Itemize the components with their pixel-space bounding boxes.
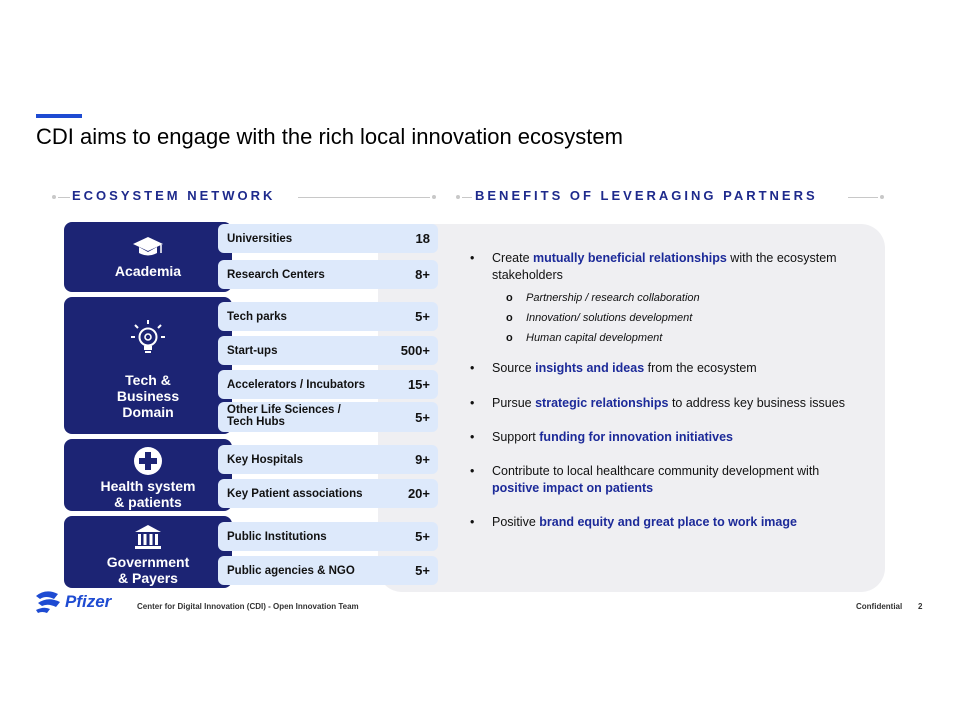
- benefit-text: from the ecosystem: [644, 361, 757, 375]
- group-academia: [64, 222, 232, 292]
- item-label: Key Patient associations: [227, 487, 363, 500]
- divider-line: [298, 197, 430, 198]
- divider-line: [58, 197, 70, 198]
- benefits-header: BENEFITS OF LEVERAGING PARTNERS: [475, 188, 818, 203]
- item-count: 8+: [415, 267, 430, 282]
- bullet-marker: •: [470, 464, 475, 478]
- benefit-text: Source: [492, 361, 536, 375]
- item-label: Public agencies & NGO: [227, 564, 355, 577]
- item-public-institutions: [218, 522, 438, 551]
- benefit-highlight: insights and ideas: [535, 361, 645, 375]
- medical-cross-icon: [64, 446, 232, 476]
- item-key-patient-associations: [218, 479, 438, 508]
- item-label: Accelerators / Incubators: [227, 378, 366, 391]
- benefit-text: Support: [492, 430, 540, 444]
- page-title: CDI aims to engage with the rich local innovation ecosystem: [36, 124, 623, 149]
- subitem-text: Partnership / research collaboration: [526, 292, 700, 304]
- item-count: 5+: [415, 309, 430, 324]
- group-label-line: Health system: [100, 478, 196, 494]
- benefit-text: Create: [492, 251, 533, 265]
- subitem-text: Human capital development: [526, 332, 663, 344]
- page-number: 2: [918, 602, 923, 611]
- item-label-line: Tech Hubs: [227, 416, 285, 428]
- sub-marker: o: [506, 312, 513, 324]
- benefit-text: Positive: [492, 515, 540, 529]
- group-health-system: [64, 439, 232, 511]
- item-label-line: Other Life Sciences /: [227, 404, 341, 416]
- item-label: Universities: [227, 232, 293, 245]
- sub-marker: o: [506, 332, 513, 344]
- benefit-item: [470, 514, 865, 531]
- group-label: [64, 478, 232, 510]
- item-public-agencies: [218, 556, 438, 585]
- pfizer-logo-mark: [34, 590, 62, 614]
- group-label: [64, 554, 232, 586]
- divider-dot: [456, 195, 460, 199]
- benefit-highlight: mutually beneficial relationships: [533, 251, 727, 265]
- group-label-line: Domain: [122, 404, 174, 420]
- divider-line: [462, 197, 472, 198]
- item-label: [227, 402, 341, 432]
- divider-dot: [880, 195, 884, 199]
- benefit-text: Pursue: [492, 396, 536, 410]
- benefit-item: [470, 429, 865, 446]
- item-count: 5+: [415, 563, 430, 578]
- divider-line: [848, 197, 878, 198]
- item-start-ups: [218, 336, 438, 365]
- benefit-subitem: [470, 311, 865, 325]
- benefits-list: [470, 250, 865, 531]
- footer-confidential: Confidential: [856, 602, 903, 611]
- divider-dot: [432, 195, 436, 199]
- divider-dot: [52, 195, 56, 199]
- item-count: 500+: [400, 343, 430, 358]
- group-government: [64, 516, 232, 588]
- group-label-line: & Payers: [118, 570, 178, 586]
- benefit-text: to address key business issues: [668, 396, 845, 410]
- benefit-highlight: brand equity and great place to work image: [539, 515, 797, 529]
- benefit-subitem: [470, 331, 865, 345]
- group-label-line: Tech &: [125, 372, 171, 388]
- item-label: Research Centers: [227, 268, 325, 281]
- item-count: 15+: [407, 377, 430, 392]
- benefit-highlight: strategic relationships: [535, 396, 669, 410]
- bullet-marker: •: [470, 396, 475, 410]
- title-accent-bar: [36, 114, 82, 118]
- sub-marker: o: [506, 292, 513, 304]
- benefit-highlight: funding for innovation initiatives: [539, 430, 734, 444]
- bullet-marker: •: [470, 515, 475, 529]
- item-label: Tech parks: [227, 310, 287, 323]
- item-label: Public Institutions: [227, 530, 327, 543]
- item-count: 5+: [415, 529, 430, 544]
- group-label: [64, 372, 232, 420]
- graduation-cap-icon: [64, 236, 232, 258]
- benefit-item: [470, 395, 865, 412]
- bullet-marker: •: [470, 430, 475, 444]
- benefit-item: [470, 360, 865, 377]
- item-count: 18: [415, 231, 430, 246]
- group-tech-business: [64, 297, 232, 434]
- item-universities: [218, 224, 438, 253]
- benefit-text: with the ecosystem stakeholders: [492, 251, 837, 282]
- group-label: Academia: [114, 263, 182, 279]
- item-accelerators: [218, 370, 438, 399]
- item-count: 20+: [407, 486, 430, 501]
- item-count: 5+: [415, 409, 430, 425]
- group-label-line: Business: [116, 388, 180, 404]
- pfizer-logo-text: Pfizer: [65, 592, 112, 611]
- bullet-marker: •: [470, 361, 475, 375]
- benefit-highlight: positive impact on patients: [492, 481, 654, 495]
- benefit-text: Contribute to local healthcare community development with: [492, 464, 820, 478]
- group-label-line: & patients: [114, 494, 182, 510]
- benefit-item: [470, 250, 865, 284]
- item-tech-parks: [218, 302, 438, 331]
- subitem-text: Innovation/ solutions development: [526, 312, 693, 324]
- group-label-line: Government: [106, 554, 190, 570]
- lightbulb-icon: [64, 319, 232, 359]
- item-research-centers: [218, 260, 438, 289]
- item-count: 9+: [415, 452, 430, 467]
- item-other-life-sciences: [218, 402, 438, 432]
- item-label: Start-ups: [227, 344, 278, 357]
- pfizer-logo: [34, 590, 111, 614]
- government-building-icon: [64, 524, 232, 550]
- benefit-subitem: [470, 291, 865, 305]
- item-label: Key Hospitals: [227, 453, 304, 466]
- benefit-item: [470, 463, 865, 497]
- item-key-hospitals: [218, 445, 438, 474]
- footer-team: Center for Digital Innovation (CDI) - Open Innovation Team: [137, 602, 359, 611]
- ecosystem-network-header: ECOSYSTEM NETWORK: [72, 188, 276, 203]
- bullet-marker: •: [470, 251, 475, 265]
